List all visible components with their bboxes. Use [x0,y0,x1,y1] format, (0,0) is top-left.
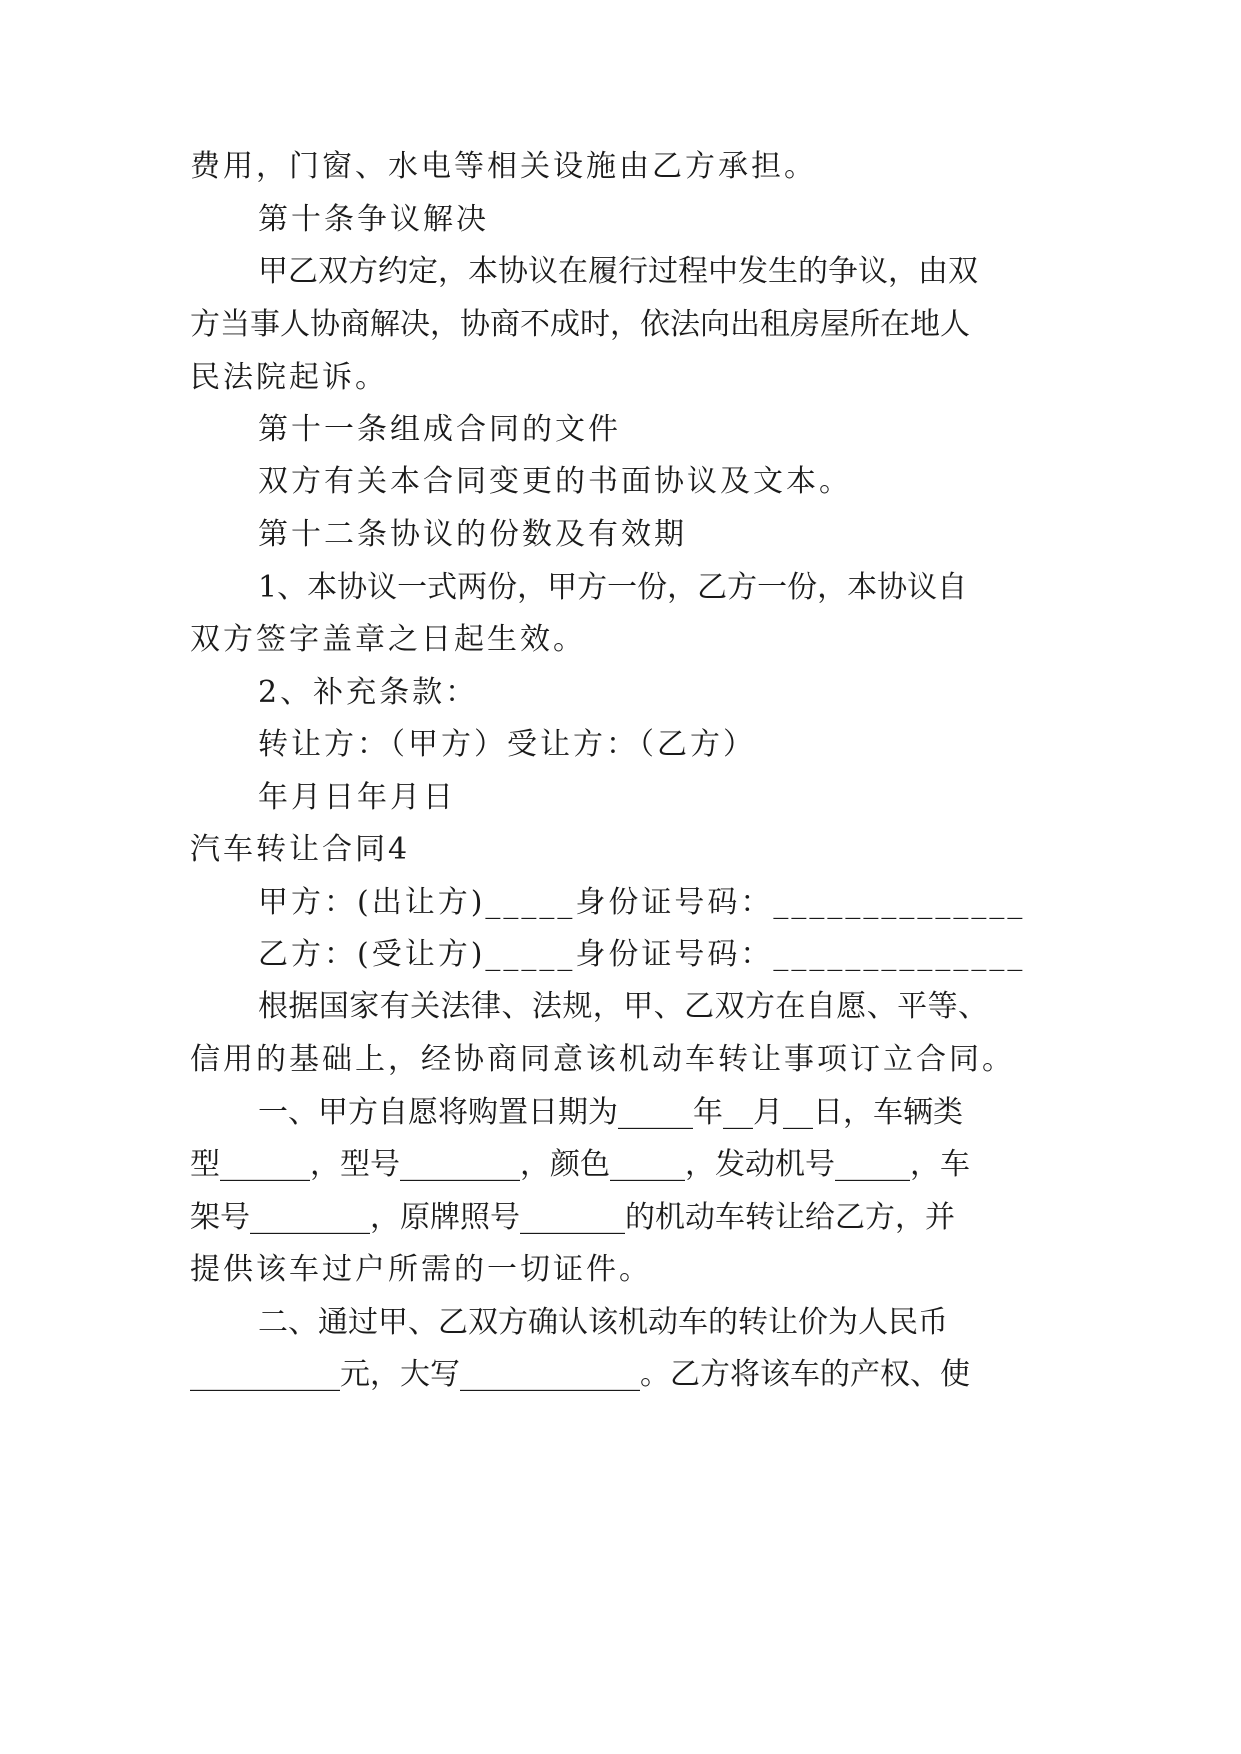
paragraph-line: 年月日年月日 [258,780,456,815]
section-heading: 第十条争议解决 [258,202,489,237]
document-title: 汽车转让合同4 [190,832,411,867]
party-b-line: 乙方：(受让方)_____身份证号码：______________ [258,937,1026,972]
paragraph-line: 民法院起诉。 [190,360,388,395]
paragraph-line: __________元，大写____________。乙方将该车的产权、使 [190,1357,970,1392]
paragraph-line: 转让方：（甲方）受让方：（乙方） [258,727,756,762]
paragraph-line: 2、补充条款： [258,675,479,710]
section-heading: 第十二条协议的份数及有效期 [258,517,687,552]
party-a-line: 甲方：(出让方)_____身份证号码：______________ [258,885,1026,920]
paragraph-line: 费用，门窗、水电等相关设施由乙方承担。 [190,149,817,184]
paragraph-line: 提供该车过户所需的一切证件。 [190,1252,652,1287]
paragraph-line: 二、通过甲、乙双方确认该机动车的转让价为人民币 [258,1305,948,1340]
section-heading: 第十一条组成合同的文件 [258,412,621,447]
paragraph-line: 双方签字盖章之日起生效。 [190,622,586,657]
paragraph-line: 方当事人协商解决，协商不成时，依法向出租房屋所在地人 [190,307,970,342]
paragraph-line: 根据国家有关法律、法规，甲、乙双方在自愿、平等、 [258,989,988,1024]
paragraph-line: 一、甲方自愿将购置日期为_____年__月__日，车辆类 [258,1095,963,1130]
paragraph-line: 信用的基础上，经协商同意该机动车转让事项订立合同。 [190,1042,1015,1077]
paragraph-line: 1、本协议一式两份，甲方一份，乙方一份，本协议自 [258,570,968,605]
paragraph-line: 架号________，原牌照号_______的机动车转让给乙方，并 [190,1200,955,1235]
paragraph-line: 双方有关本合同变更的书面协议及文本。 [258,464,852,499]
paragraph-line: 甲乙双方约定，本协议在履行过程中发生的争议，由双 [258,254,978,289]
paragraph-line: 型______，型号________，颜色_____，发动机号_____，车 [190,1147,970,1182]
